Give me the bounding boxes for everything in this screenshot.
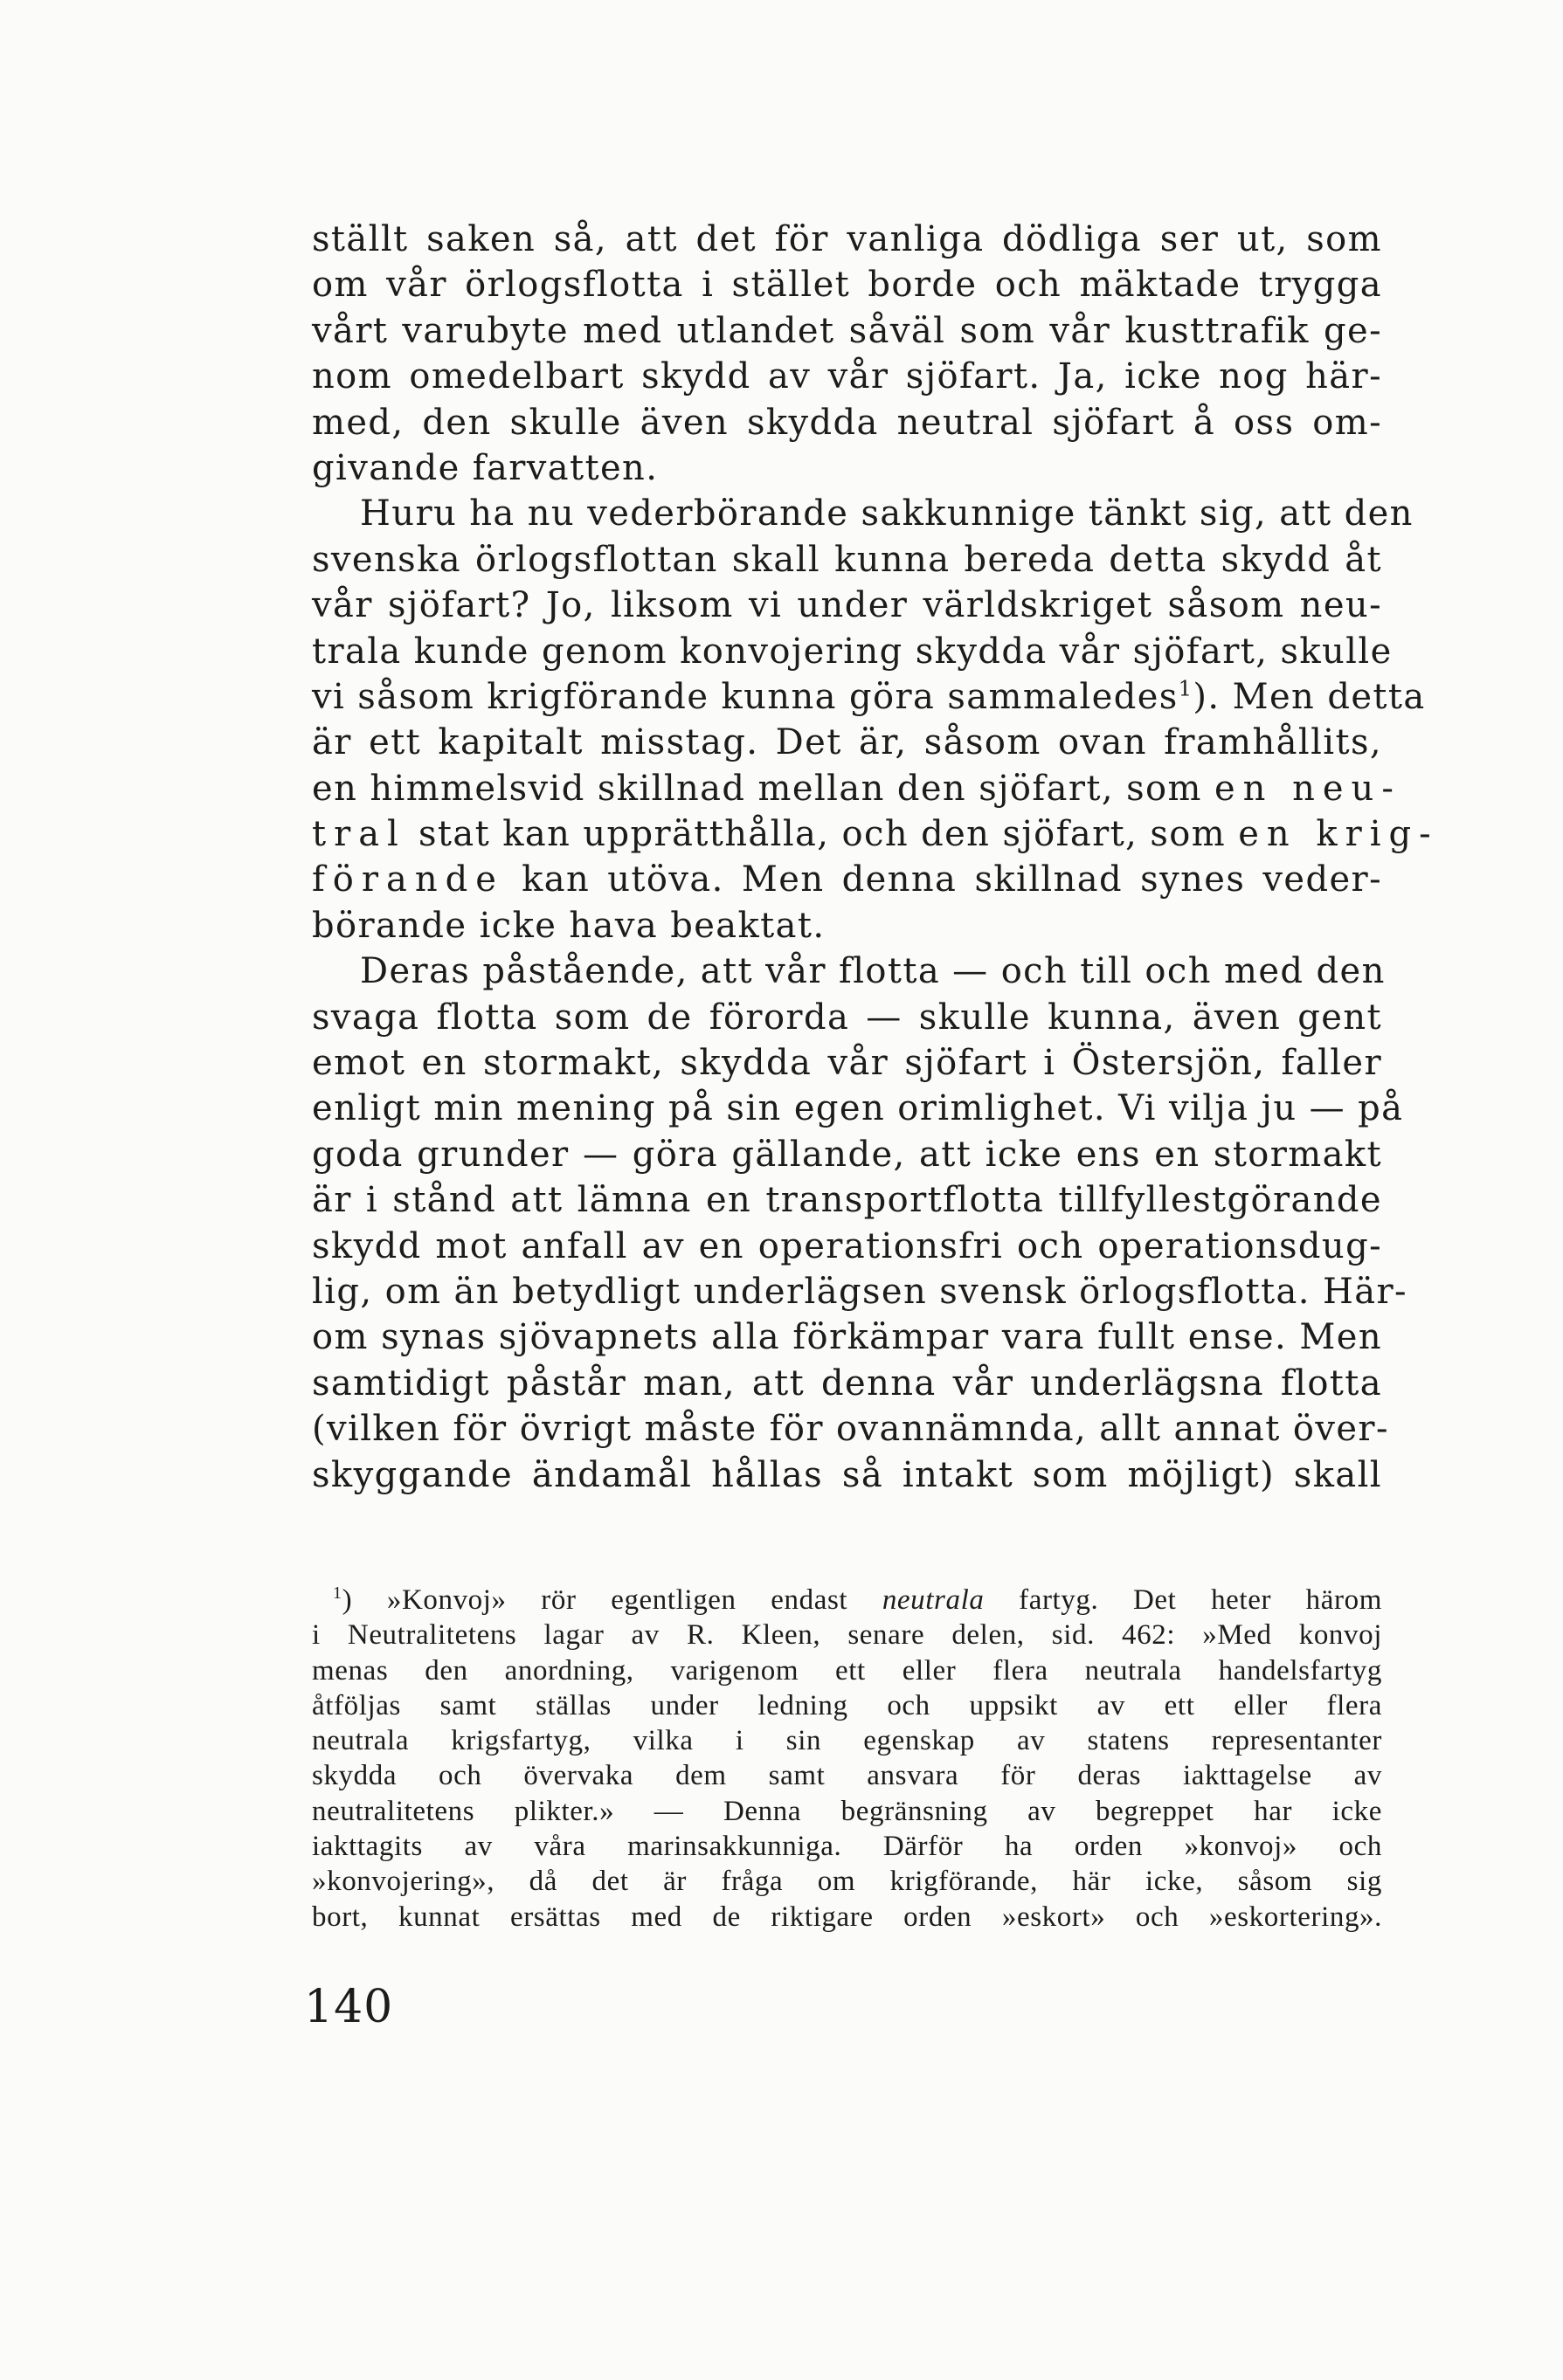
body-line-text: stat kan upprätthålla, och den sjöfart, som [418,814,1227,855]
body-line: skyggande ändamål hållas så intakt som möjligt) skall [312,1454,1382,1495]
body-line-text: vi såsom krigförande kunna göra sammaledes [312,676,1179,717]
body-line: givande farvatten. [312,447,659,488]
body-line: om synas sjövapnets alla förkämpar vara fullt ense. Men [312,1317,1382,1358]
footnote-text: ) »Konvoj» rör egentligen endast [342,1584,848,1616]
footnote-reference: 1 [1178,676,1193,701]
emphasized-word: en neu- [1214,768,1401,809]
body-line-tail: ). Men detta [1193,676,1426,717]
body-line: (vilken för övrigt måste för ovannämnda, allt annat över- [312,1409,1389,1450]
body-line: samtidigt påstår man, att denna vår underlägsna flotta [312,1362,1382,1404]
emphasized-word: en krig- [1238,814,1439,855]
footnote-line [312,1583,1382,1618]
body-text [312,217,1439,1498]
footnote-italic-word: neutrala [882,1584,985,1616]
page-number: 140 [304,1981,394,2033]
body-line: lig, om än betydligt underlägsen svensk örlogsflotta. Här- [312,1271,1407,1312]
footnote-line: neutralitetens plikter.» — Denna begränsning av begreppet har icke [312,1795,1382,1827]
body-line-text: kan utöva. Men denna skillnad synes veder- [522,859,1382,900]
body-line-with-emphasis [312,857,1382,902]
body-line: trala kunde genom konvojering skydda vår sjöfart, skulle [312,631,1393,672]
body-line: med, den skulle även skydda neutral sjöfart å oss om- [312,402,1382,443]
footnote-line: menas den anordning, varigenom ett eller flera neutrala handelsfartyg [312,1654,1382,1687]
body-line: enligt min mening på sin egen orimlighet. Vi vilja ju — på [312,1088,1404,1129]
body-line: goda grunder — göra gällande, att icke ens en stormakt [312,1134,1382,1175]
emphasized-word: förande [312,859,504,900]
body-line: börande icke hava beaktat. [312,905,826,946]
body-line: svenska örlogsflottan skall kunna bereda detta skydd åt [312,539,1382,580]
body-line: emot en stormakt, skydda vår sjöfart i Östersjön, faller [312,1043,1382,1084]
body-line: om vår örlogsflotta i stället borde och mäktade trygga [312,265,1382,306]
body-line: nom omedelbart skydd av vår sjöfart. Ja, icke nog här- [312,356,1382,397]
body-line-with-emphasis [312,811,1439,857]
body-line-text: en himmelsvid skillnad mellan den sjöfart, som [312,768,1202,809]
body-line-with-footnote-ref [312,674,1426,720]
footnote-line: neutrala krigsfartyg, vilka i sin egenskap av statens representanter [312,1725,1382,1757]
emphasized-word: tral [312,814,406,855]
body-line: vårt varubyte med utlandet såväl som vår kusttrafik ge- [312,310,1382,351]
footnote-line: bort, kunnat ersättas med de riktigare orden »eskort» och »eskortering». [312,1901,1382,1933]
body-line: är ett kapitalt misstag. Det är, såsom ovan framhållits, [312,722,1382,763]
body-line-with-emphasis [312,766,1401,811]
footnote-line: åtföljas samt ställas under ledning och uppsikt av ett eller flera [312,1689,1382,1721]
body-line: vår sjöfart? Jo, liksom vi under världskriget såsom neu- [312,585,1382,626]
footnote-line: i Neutralitetens lagar av R. Kleen, senare delen, sid. 462: »Med konvoj [312,1619,1382,1652]
body-line: är i stånd att lämna en transportflotta tillfyllestgörande [312,1180,1382,1221]
footnote-line: iakttagits av våra marinsakkunniga. Därför ha orden »konvoj» och [312,1831,1382,1863]
body-line: svaga flotta som de förorda — skulle kunna, även gent [312,997,1382,1038]
body-line: ställt saken så, att det för vanliga dödliga ser ut, som [312,219,1382,259]
footnote-line: »konvojering», då det är fråga om krigförande, här icke, såsom sig [312,1866,1382,1898]
footnote-text: fartyg. Det heter härom [1019,1584,1382,1616]
body-line: Huru ha nu vederbörande sakkunnige tänkt sig, att den [360,493,1414,535]
footnote-marker: 1 [333,1583,342,1603]
body-line: Deras påstående, att vår flotta — och till och med den [360,951,1386,992]
footnote [312,1583,1382,1935]
body-line: skydd mot anfall av en operationsfri och operationsdug- [312,1225,1382,1266]
footnote-line: skydda och övervaka dem samt ansvara för deras iakttagelse av [312,1760,1382,1792]
